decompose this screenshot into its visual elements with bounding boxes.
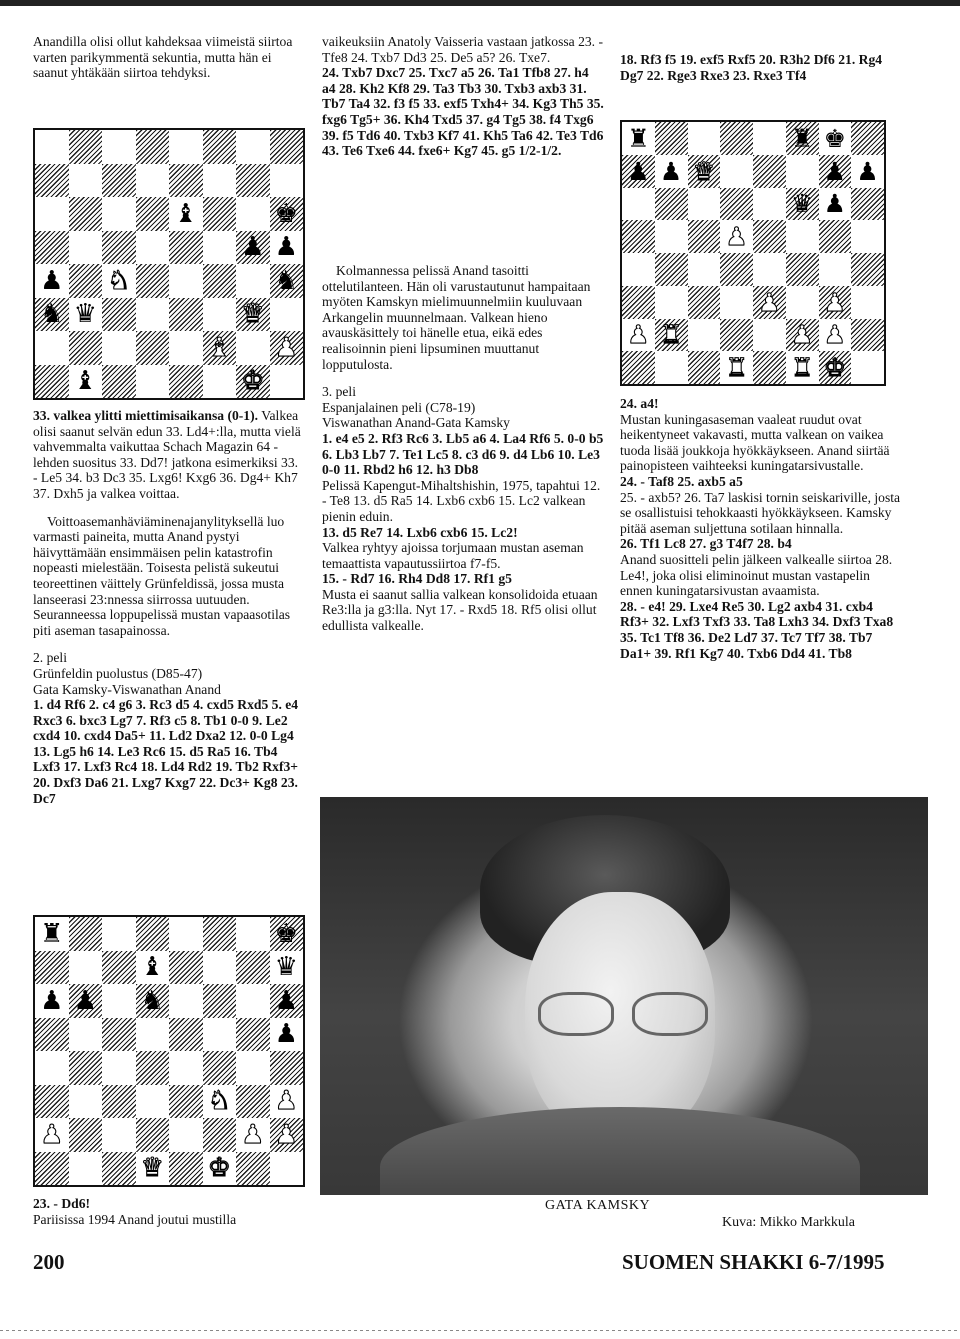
board-square xyxy=(236,231,270,265)
board-square xyxy=(203,1118,237,1152)
board-square xyxy=(270,331,304,365)
board-square xyxy=(851,351,884,384)
white-pawn-icon: ♟ xyxy=(274,1119,298,1150)
black-pawn-icon: ♟ xyxy=(73,985,97,1016)
moves-24b: 24. - Taf8 25. axb5 a5 xyxy=(620,473,743,489)
white-queen-icon: ♛ xyxy=(241,299,265,330)
board-square xyxy=(720,253,753,286)
black-pawn-icon: ♟ xyxy=(274,232,298,263)
board-square xyxy=(688,286,721,319)
game-3-opening: Espanjalainen peli (C78-19) xyxy=(322,399,476,415)
board-square xyxy=(35,917,69,951)
black-bishop-icon: ♝ xyxy=(140,952,164,983)
board-square xyxy=(136,231,170,265)
board-square xyxy=(655,253,688,286)
board-square xyxy=(622,253,655,286)
board-square xyxy=(851,155,884,188)
board-square xyxy=(720,286,753,319)
black-pawn-icon: ♟ xyxy=(627,156,650,186)
white-queen-icon: ♛ xyxy=(692,156,716,186)
board-square xyxy=(136,298,170,332)
board-square xyxy=(753,319,786,352)
board-square xyxy=(819,155,852,188)
board-square xyxy=(819,286,852,319)
board-square xyxy=(35,951,69,985)
board-square xyxy=(203,1152,237,1186)
board-square xyxy=(786,253,819,286)
board-square xyxy=(655,286,688,319)
column-2-body xyxy=(322,263,604,634)
game-3-players: Viswanathan Anand-Gata Kamsky xyxy=(322,415,510,431)
board-square xyxy=(851,122,884,155)
board-square xyxy=(236,1018,270,1052)
board-square xyxy=(102,1051,136,1085)
board-square xyxy=(136,130,170,164)
board-square xyxy=(102,951,136,985)
board-square xyxy=(819,319,852,352)
board-square xyxy=(169,1051,203,1085)
white-queen-icon: ♛ xyxy=(140,1153,164,1184)
black-pawn-icon: ♟ xyxy=(40,265,64,296)
game-2-moves: 1. d4 Rf6 2. c4 g6 3. Rc3 d5 4. cxd5 Rxd5 5. e4 Rxc3 6. bxc3 Lg7 7. Rf3 c5 8. Tb1 0-0 9. Le2 cxd4 10. cxd4 Da5+ 11. Ld2 Dxa2 12. 0-0 Lg4 13. Lg5 h6 14. Le3 Rc6 15. d5 Ra5 16. Tb4 Lxf3 17. Lxf3 Rc4 18. Ld4 Rd2 19. Tb2 Rxf3+ 20. Dxf3 Da6 21. Lxg7 Kxg7 22. Dc3+ Kg8 23. Dc7 xyxy=(33,697,299,806)
black-bishop-icon: ♝ xyxy=(73,366,97,397)
moves-26: 26. Tf1 Lc8 27. g3 T4f7 28. b4 xyxy=(620,536,792,552)
board-square xyxy=(102,917,136,951)
board-square xyxy=(69,1118,103,1152)
board-square xyxy=(270,365,304,399)
chess-diagram-1 xyxy=(33,128,305,400)
white-rook-icon: ♜ xyxy=(790,353,814,383)
board-square xyxy=(851,253,884,286)
board-square xyxy=(203,298,237,332)
board-square xyxy=(851,220,884,253)
board-square xyxy=(236,130,270,164)
board-square xyxy=(753,122,786,155)
page-number: 200 xyxy=(33,1250,65,1274)
board-square xyxy=(720,122,753,155)
board-square xyxy=(136,1051,170,1085)
board-square xyxy=(688,155,721,188)
board-square xyxy=(203,951,237,985)
board-square xyxy=(69,984,103,1018)
board-square xyxy=(851,286,884,319)
board-square xyxy=(136,1085,170,1119)
column-3-body xyxy=(620,396,902,661)
kamsky-photo xyxy=(320,797,928,1195)
board-square xyxy=(655,155,688,188)
board-square xyxy=(35,1018,69,1052)
game-3-commentary-1: Pelissä Kapengut-Mihaltshishin, 1975, tapahtui 12. - Te8 13. d5 Ra5 14. Lxb6 cxb6 15. Lc2 valkean pienin eduin. xyxy=(322,477,601,524)
black-pawn-icon: ♟ xyxy=(40,985,64,1016)
board-square xyxy=(35,264,69,298)
board-square xyxy=(819,188,852,221)
board-square xyxy=(169,197,203,231)
board-square xyxy=(270,1085,304,1119)
board-square xyxy=(69,1085,103,1119)
top-rule xyxy=(0,0,960,6)
board-square xyxy=(35,1118,69,1152)
move-33-commentary: Valkea olisi saanut selvän edun 33. Ld4+:lla, mutta vielä vahvemmalta vaikuttaa Schach Magazin 64 -lehden suositus 33. Dd7! jatkona esimerkiksi 33. - Le5 34. b3 Dc3 35. Lxg6! Kxg6 36. Dg4+ Kh7 37. Dxh5 ja valkea voittaa. xyxy=(33,408,301,501)
board-square xyxy=(169,917,203,951)
black-rook-icon: ♜ xyxy=(40,918,64,949)
board-square xyxy=(69,365,103,399)
board-square xyxy=(102,1118,136,1152)
board-square xyxy=(102,331,136,365)
board-square xyxy=(35,331,69,365)
board-square xyxy=(169,164,203,198)
board-square xyxy=(720,351,753,384)
board-square xyxy=(786,351,819,384)
column-2-top xyxy=(322,34,604,159)
game-3-heading: 3. peli xyxy=(322,384,356,400)
board-square xyxy=(169,984,203,1018)
board-square xyxy=(69,1152,103,1186)
board-square xyxy=(102,264,136,298)
board-square xyxy=(270,231,304,265)
white-pawn-icon: ♟ xyxy=(274,332,298,363)
black-king-icon: ♚ xyxy=(274,198,298,229)
board-square xyxy=(203,331,237,365)
board-square xyxy=(622,188,655,221)
game-2-players: Gata Kamsky-Viswanathan Anand xyxy=(33,681,221,697)
board-square xyxy=(236,197,270,231)
board-square xyxy=(136,1018,170,1052)
board-square xyxy=(203,130,237,164)
board-square xyxy=(236,331,270,365)
board-square xyxy=(136,365,170,399)
board-square xyxy=(102,1018,136,1052)
white-pawn-icon: ♟ xyxy=(823,287,847,317)
board-square xyxy=(169,1018,203,1052)
white-king-icon: ♚ xyxy=(823,353,847,383)
board-square xyxy=(270,1018,304,1052)
board-square xyxy=(819,220,852,253)
board-square xyxy=(753,286,786,319)
board-square xyxy=(169,365,203,399)
white-pawn-icon: ♟ xyxy=(627,320,650,350)
board-square xyxy=(35,298,69,332)
board-square xyxy=(203,1085,237,1119)
board-square xyxy=(102,130,136,164)
board-square xyxy=(136,917,170,951)
board-square xyxy=(35,984,69,1018)
photo-credit: Kuva: Mikko Markkula xyxy=(722,1215,855,1230)
board-square xyxy=(270,164,304,198)
board-square xyxy=(169,231,203,265)
board-square xyxy=(655,122,688,155)
white-pawn-icon: ♟ xyxy=(758,287,781,317)
black-knight-icon: ♞ xyxy=(40,299,64,330)
board-square xyxy=(69,951,103,985)
board-square xyxy=(203,1018,237,1052)
white-knight-icon: ♞ xyxy=(107,265,131,296)
board-square xyxy=(69,917,103,951)
board-square xyxy=(102,365,136,399)
board-square xyxy=(270,264,304,298)
board-square xyxy=(35,1085,69,1119)
diagram-2-move: 23. - Dd6! xyxy=(33,1196,91,1211)
black-king-icon: ♚ xyxy=(823,123,847,153)
white-pawn-icon: ♟ xyxy=(725,222,748,252)
board-square xyxy=(203,917,237,951)
board-square xyxy=(236,917,270,951)
board-square xyxy=(622,220,655,253)
magazine-title: SUOMEN SHAKKI 6-7/1995 xyxy=(622,1250,885,1274)
white-king-icon: ♚ xyxy=(207,1153,231,1184)
game-2-opening: Grünfeldin puolustus (D85-47) xyxy=(33,665,203,681)
board-square xyxy=(203,197,237,231)
diagram-2-caption: Pariisissa 1994 Anand joutui mustilla xyxy=(33,1211,237,1227)
board-square xyxy=(622,319,655,352)
board-square xyxy=(69,1051,103,1085)
board-square xyxy=(786,188,819,221)
white-pawn-icon: ♟ xyxy=(823,320,847,350)
board-square xyxy=(236,951,270,985)
board-square xyxy=(786,319,819,352)
board-square xyxy=(102,1152,136,1186)
black-bishop-icon: ♝ xyxy=(174,198,198,229)
game-3-continuation: 18. Rf3 f5 19. exf5 Rxf5 20. R3h2 Df6 21. Rg4 Dg7 22. Rge3 Rxe3 23. Rxe3 Tf4 xyxy=(620,52,883,83)
board-square xyxy=(102,298,136,332)
board-square xyxy=(270,917,304,951)
board-square xyxy=(236,1152,270,1186)
board-square xyxy=(753,188,786,221)
paragraph-voittoaseman: Voittoasemanhäviäminenajanylityksellä luo varmasti paineita, mutta Anand pystyi häivyttämään ensimmäisen pelin katastrofin nopeasti mielestään. Toisesta pelistä sukeutui teoreettinen väittely Grünfeldissä, jossa musta lanseerasi 23:nnessa siirrossa uutuuden. Seuranneessa loppupelissä mustan vapaasotilas piti aseman tasapainossa. xyxy=(33,513,291,638)
board-square xyxy=(136,984,170,1018)
bottom-dotted-rule xyxy=(0,1330,960,1331)
board-square xyxy=(720,319,753,352)
board-square xyxy=(819,253,852,286)
game-2-heading: 2. peli xyxy=(33,650,67,666)
board-square xyxy=(203,164,237,198)
board-square xyxy=(753,351,786,384)
board-square xyxy=(688,220,721,253)
board-square xyxy=(786,122,819,155)
column-1-caption xyxy=(33,1196,305,1227)
board-square xyxy=(69,264,103,298)
black-king-icon: ♚ xyxy=(274,918,298,949)
board-square xyxy=(655,188,688,221)
white-pawn-icon: ♟ xyxy=(790,320,814,350)
black-pawn-icon: ♟ xyxy=(659,156,683,186)
game-3-commentary-3: Musta ei saanut sallia valkean konsolidoida etuaan Re3:lla ja g3:lla. Nyt 17. - Rxd5 18. Rf5 olisi ollut edullista valkealle. xyxy=(322,586,598,634)
board-square xyxy=(102,1085,136,1119)
game-3-moves-2: 13. d5 Re7 14. Lxb6 cxb6 15. Lc2! xyxy=(322,524,518,540)
board-square xyxy=(69,197,103,231)
white-pawn-icon: ♟ xyxy=(40,1119,64,1150)
board-square xyxy=(786,155,819,188)
board-square xyxy=(35,130,69,164)
board-square xyxy=(69,331,103,365)
black-pawn-icon: ♟ xyxy=(274,1019,298,1050)
move-33-result: 33. valkea ylitti miettimisaikansa (0-1). xyxy=(33,408,259,423)
board-square xyxy=(720,220,753,253)
game-3-moves-3: 15. - Rd7 16. Rh4 Dd8 17. Rf1 g5 xyxy=(322,571,512,587)
board-square xyxy=(270,1152,304,1186)
board-square xyxy=(236,984,270,1018)
column-2-intro: vaikeuksiin Anatoly Vaisseria vastaan jatkossa 23. - Tfe8 24. Txb7 Dd3 25. De5 a5? 26. Txe7. xyxy=(322,34,604,65)
board-square xyxy=(688,122,721,155)
board-square xyxy=(236,298,270,332)
column-3-top xyxy=(620,52,900,83)
board-square xyxy=(136,1118,170,1152)
board-square xyxy=(270,951,304,985)
white-pawn-icon: ♟ xyxy=(241,1119,265,1150)
board-square xyxy=(622,286,655,319)
board-square xyxy=(622,122,655,155)
board-square xyxy=(35,1051,69,1085)
board-square xyxy=(655,319,688,352)
game-2-continuation: 24. Txb7 Dxc7 25. Txc7 a5 26. Ta1 Tfb8 27. h4 a4 28. Kh2 Kf8 29. Ta3 Tb3 30. Txb3 axb3 31. Tb7 Ta4 32. f3 f5 33. exf5 Txh4+ 34. Kg3 Th5 35. fxg6 Tg5+ 36. Kh4 Txd5 37. g4 Tg5 38. f4 Txg6 39. f5 Td6 40. Txb3 Kf7 41. Kh5 Ta6 42. Te3 Td6 43. Te6 Txe6 44. fxe6+ Kg7 45. g5 1/2-1/2. xyxy=(322,65,604,159)
board-square xyxy=(136,264,170,298)
board-square xyxy=(136,951,170,985)
board-square xyxy=(655,351,688,384)
board-square xyxy=(169,951,203,985)
board-square xyxy=(69,231,103,265)
black-pawn-icon: ♟ xyxy=(823,156,847,186)
chess-diagram-2 xyxy=(33,915,305,1187)
board-square xyxy=(753,155,786,188)
board-square xyxy=(819,351,852,384)
board-square xyxy=(203,1051,237,1085)
board-square xyxy=(236,1118,270,1152)
board-square xyxy=(753,220,786,253)
board-square xyxy=(69,1018,103,1052)
board-square xyxy=(136,331,170,365)
board-square xyxy=(69,298,103,332)
board-square xyxy=(236,365,270,399)
board-square xyxy=(102,984,136,1018)
board-square xyxy=(270,298,304,332)
column-1-intro xyxy=(33,34,305,81)
board-square xyxy=(270,130,304,164)
board-square xyxy=(102,197,136,231)
photo-shirt xyxy=(380,1107,860,1195)
board-square xyxy=(136,1152,170,1186)
board-square xyxy=(236,1085,270,1119)
game-3-commentary-2: Valkea ryhtyy ajoissa torjumaan mustan aseman temaattista vapautussiirtoa f7-f5. xyxy=(322,540,584,571)
board-square xyxy=(102,164,136,198)
board-square xyxy=(203,365,237,399)
board-square xyxy=(35,365,69,399)
black-pawn-icon: ♟ xyxy=(823,189,847,219)
board-square xyxy=(270,1118,304,1152)
board-square xyxy=(720,188,753,221)
board-square xyxy=(203,984,237,1018)
move-24: 24. a4! xyxy=(620,396,659,411)
moves-28b: 28. - e4! 29. Lxe4 Re5 30. Lg2 axb4 31. cxb4 Rf3+ 32. Lxf3 Txf3 33. Ta8 Lxh3 34. Dxf3 Txa8 35. Tc1 Tf8 36. De2 Ld7 37. Tc7 Tf7 38. Tb7 Da1+ 39. Rf1 Kg7 40. Txb6 Dd4 41. Tb8 xyxy=(620,598,894,661)
board-square xyxy=(270,984,304,1018)
board-square xyxy=(35,231,69,265)
board-square xyxy=(851,319,884,352)
white-rook-icon: ♜ xyxy=(725,353,748,383)
white-rook-icon: ♜ xyxy=(659,320,683,350)
board-square xyxy=(169,331,203,365)
board-square xyxy=(35,197,69,231)
board-square xyxy=(102,231,136,265)
board-square xyxy=(69,130,103,164)
move-28-commentary: Anand suositteli pelin jälkeen valkealle siirtoa 28. Le4!, joka olisi eliminoinut mustan vastapelin ennen kuningatarsivustan avaamista. xyxy=(620,551,893,599)
black-rook-icon: ♜ xyxy=(627,123,650,153)
white-pawn-icon: ♟ xyxy=(274,1086,298,1117)
board-square xyxy=(688,253,721,286)
board-square xyxy=(688,319,721,352)
board-square xyxy=(169,130,203,164)
black-knight-icon: ♞ xyxy=(140,985,164,1016)
board-square xyxy=(236,164,270,198)
board-square xyxy=(169,264,203,298)
board-square xyxy=(786,286,819,319)
white-king-icon: ♚ xyxy=(241,366,265,397)
board-square xyxy=(819,122,852,155)
board-square xyxy=(786,220,819,253)
board-square xyxy=(236,264,270,298)
board-square xyxy=(622,155,655,188)
intro-paragraph: Anandilla olisi ollut kahdeksaa viimeistä siirtoa varten parikymmentä sekuntia, mutta hän ei saanut yhtäkään siirtoa tehdyksi. xyxy=(33,34,293,81)
column-1-body xyxy=(33,408,305,806)
board-square xyxy=(136,197,170,231)
board-square xyxy=(655,220,688,253)
board-square xyxy=(35,1152,69,1186)
board-square xyxy=(688,351,721,384)
chess-diagram-3 xyxy=(620,120,886,386)
black-rook-icon: ♜ xyxy=(790,123,814,153)
board-square xyxy=(136,164,170,198)
paragraph-kolmannessa: Kolmannessa pelissä Anand tasoitti ottelutilanteen. Hän oli varustautunut hampaitaan myöten Kamskyn mielimuunnelmiin kuuluvaan Arkangelin muunnelmaan. Valkean hieno avauskäsittely toi hänelle etua, eikä edes realisoinnin pieni lipsuminen muuttanut lopputulosta. xyxy=(322,263,591,372)
board-square xyxy=(236,1051,270,1085)
black-pawn-icon: ♟ xyxy=(241,232,265,263)
black-queen-icon: ♛ xyxy=(274,952,298,983)
photo-glasses xyxy=(530,992,710,1032)
board-square xyxy=(203,231,237,265)
board-square xyxy=(270,1051,304,1085)
move-25-commentary: 25. - axb5? 26. Ta7 laskisi tornin seiskariville, josta se osallistuisi tehokkaasti hyökkäykseen. Kamsky pitää aseman suljettuna sotilaan hinnalla. xyxy=(620,489,901,536)
black-pawn-icon: ♟ xyxy=(856,156,879,186)
board-square xyxy=(169,298,203,332)
game-3-moves: 1. e4 e5 2. Rf3 Rc6 3. Lb5 a6 4. La4 Rf6 5. 0-0 b5 6. Lb3 Lb7 7. Te1 Lc5 8. c3 d6 9. d4 Lb6 10. Le3 0-0 11. Rbd2 h6 12. h3 Db8 xyxy=(322,430,604,478)
board-square xyxy=(169,1152,203,1186)
board-square xyxy=(270,197,304,231)
board-square xyxy=(203,264,237,298)
black-queen-icon: ♛ xyxy=(73,299,97,330)
board-square xyxy=(753,253,786,286)
board-square xyxy=(851,188,884,221)
board-square xyxy=(69,164,103,198)
photo-caption: GATA KAMSKY xyxy=(545,1198,651,1213)
board-square xyxy=(622,351,655,384)
black-knight-icon: ♞ xyxy=(274,265,298,296)
board-square xyxy=(720,155,753,188)
board-square xyxy=(169,1085,203,1119)
board-square xyxy=(688,188,721,221)
board-square xyxy=(169,1118,203,1152)
black-queen-icon: ♛ xyxy=(790,189,814,219)
white-knight-icon: ♞ xyxy=(207,1086,231,1117)
black-pawn-icon: ♟ xyxy=(274,985,298,1016)
white-bishop-icon: ♝ xyxy=(207,332,231,363)
board-square xyxy=(35,164,69,198)
move-24-commentary: Mustan kuningasaseman vaaleat ruudut ovat heikentyneet vakavasti, mutta valkean on vaikea tuoda lisää joukkoja hyökkäykseen. Anand siirtää painopisteen vaihteeksi kuningatarsivustalle. xyxy=(620,411,890,474)
